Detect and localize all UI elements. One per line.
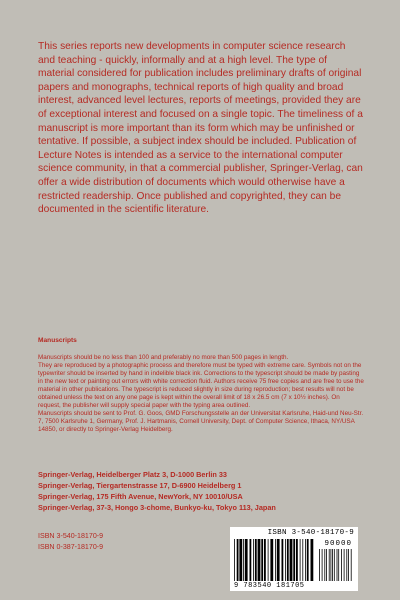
address-new-york: Springer-Verlag, 175 Fifth Avenue, NewYork, NY 10010/USA: [38, 492, 243, 501]
barcode-label: [230, 527, 358, 591]
barcode-bar: [341, 549, 342, 581]
barcode-bar: [264, 539, 266, 581]
manuscripts-typing-instructions: They are reproduced by a photographic process and therefore must be typed with extreme care. Symbols not on the typewriter should be inserted by hand in indelible black ink. Corrections to the typescript should be made by pasting in the new text or painting out errors with white correction fluid. Authors receive 75 free copies and are free to use the material in other publications. The typescript is reduced slightly in size during reproduction; best results will not be obtained unless the text on any one page is kept within the overall limit of 18 x 26.5 cm (7 x 10½ inches). On request, the publisher will supply special paper with the typing area outlined.: [38, 362, 364, 410]
barcode-bar: [293, 539, 295, 581]
manuscripts-submission-address: Manuscripts should be sent to Prof. G. Goos, GMD Forschungsstelle an der Universitat Karlsruhe, Haid-und Neu-Str. 7, 7500 Karlsruhe 1, Germany, Prof. J. Hartmanis, Cornell University, Dept. of Computer Science, Ithaca, NY/USA 14850, or directly to Springer-Verlag Heidelberg.: [38, 410, 364, 434]
barcode-bar: [250, 539, 252, 581]
barcode-bar: [287, 539, 289, 581]
barcode-bar: [285, 539, 286, 581]
barcode-bar: [239, 539, 242, 581]
barcode-isbn-text: ISBN 3-540-18170-9: [267, 529, 354, 537]
barcode-digits: 9 783540 181705: [234, 582, 305, 590]
barcode-bar: [326, 549, 327, 581]
barcode-bar: [300, 539, 301, 581]
barcode-bar: [234, 539, 235, 581]
barcode-bar: [282, 539, 284, 581]
manuscripts-heading: Manuscripts: [38, 337, 77, 344]
barcode-addon-digits: 90000: [324, 540, 352, 548]
series-description: This series reports new developments in computer science research and teaching - quickly, informally and at a high level. The type of material considered for publication includes preliminary drafts of original papers and monographs, technical reports of high quality and broad interest, advanced level lectures, reports of meetings, provided they are of exceptional interest and focused on a single topic. The timeliness of a manuscript is more important than its form which may be unfinished or tentative. If possible, a subject index should be included. Publication of Lecture Notes is intended as a service to the international computer science community, in that a commercial publisher, Springer-Verlag, can offer a wide distribution of documents which would otherwise have a restricted readership. Once published and copyrighted, they can be documented in the scientific literature.: [38, 41, 363, 216]
address-berlin: Springer-Verlag, Heidelberger Platz 3, D-1000 Berlin 33: [38, 470, 227, 479]
addon-barcode: [319, 549, 353, 581]
ean-barcode: [234, 539, 316, 581]
barcode-bar: [348, 549, 349, 581]
barcode-bar: [305, 539, 306, 581]
barcode-bar: [329, 549, 330, 581]
barcode-bar: [255, 539, 257, 581]
barcode-bar: [296, 539, 298, 581]
isbn-usa: ISBN 0-387-18170-9: [38, 543, 104, 551]
barcode-bar: [351, 549, 352, 581]
isbn-list: [38, 531, 103, 553]
barcode-bar: [307, 539, 309, 581]
barcode-bar: [324, 549, 325, 581]
barcode-bar: [319, 549, 320, 581]
address-tokyo: Springer-Verlag, 37-3, Hongo 3-chome, Bunkyo-ku, Tokyo 113, Japan: [38, 503, 276, 512]
manuscripts-section: [38, 337, 364, 434]
publisher-addresses: [38, 469, 368, 513]
barcode-bar: [243, 539, 244, 581]
barcode-bar: [334, 549, 335, 581]
barcode-bar: [302, 539, 303, 581]
barcode-bar: [261, 539, 263, 581]
barcode-bar: [258, 539, 261, 581]
barcode-bar: [311, 539, 314, 581]
barcode-bar: [275, 539, 276, 581]
barcode-bar: [290, 539, 293, 581]
manuscripts-length-note: Manuscripts should be no less than 100 and preferably no more than 500 pages in length.: [38, 354, 289, 361]
barcode-bar: [338, 549, 339, 581]
barcode-bar: [346, 549, 347, 581]
isbn-germany: ISBN 3-540-18170-9: [38, 532, 104, 540]
barcode-bar: [277, 539, 280, 581]
barcode-bar: [344, 549, 345, 581]
barcode-bar: [331, 549, 332, 581]
barcode-bar: [322, 549, 323, 581]
barcode-bar: [332, 549, 333, 581]
barcode-bar: [270, 539, 273, 581]
barcode-bar: [237, 539, 239, 581]
barcode-bar: [245, 539, 248, 581]
barcode-bar: [268, 539, 269, 581]
barcode-bar: [337, 549, 338, 581]
address-heidelberg: Springer-Verlag, Tiergartenstrasse 17, D-6900 Heidelberg 1: [38, 481, 242, 490]
barcode-bar: [253, 539, 254, 581]
